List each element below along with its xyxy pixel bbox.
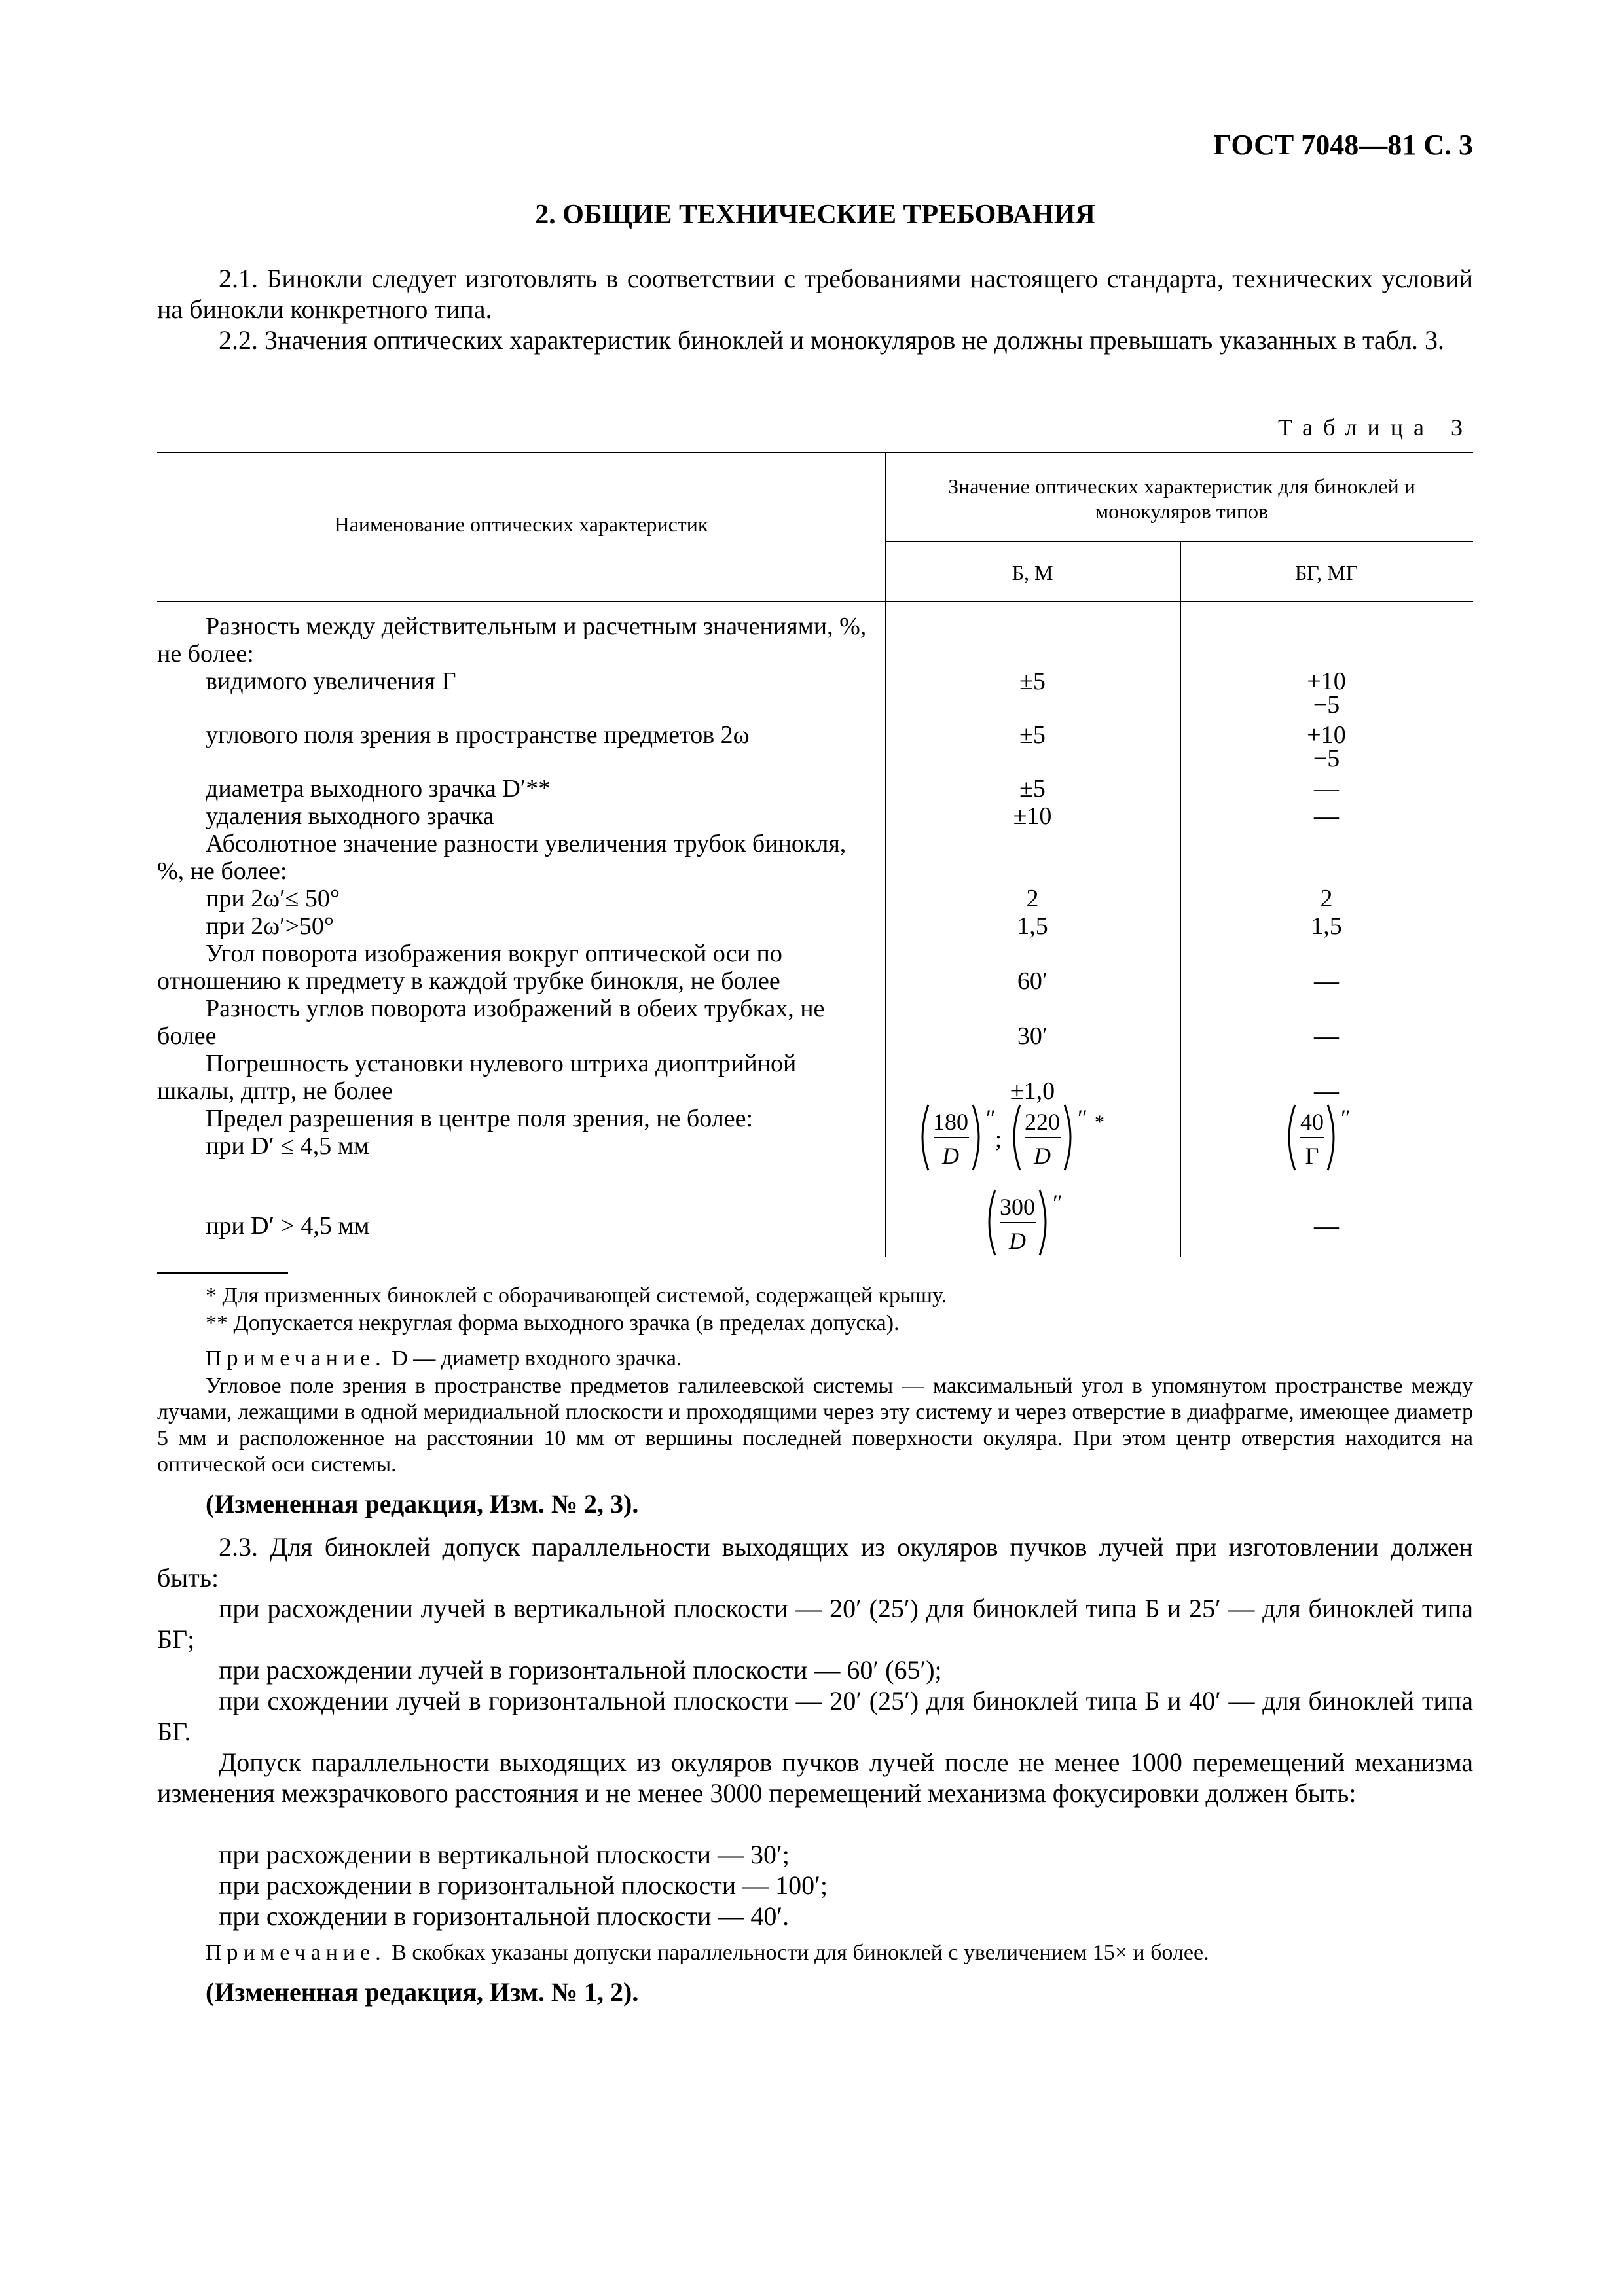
cell-bm: 1,5 xyxy=(1017,912,1048,940)
cell-bm: ±5 xyxy=(1019,668,1046,695)
table-row: удаления выходного зрачка xyxy=(206,802,494,830)
table-note-1: Примечание. D — диаметр входного зрачка. xyxy=(206,1346,682,1371)
list-item: при расхождении в вертикальной плоскости — 30′; xyxy=(219,1840,790,1869)
resolution-formula-bm xyxy=(917,1100,1192,1178)
col-header-name: Наименование оптических характеристик xyxy=(334,512,708,536)
cell-bm: ±5 xyxy=(1019,721,1046,749)
frac2-den: D xyxy=(1034,1143,1051,1169)
cell-bg: 1,5 xyxy=(1311,912,1342,940)
cell-bg: — xyxy=(1314,775,1339,802)
cell-bg: +10 xyxy=(1307,721,1346,749)
cell-bg-minus: −5 xyxy=(1313,691,1340,719)
table-row: Разность углов поворота изображений в обеих трубках, не более xyxy=(157,995,825,1050)
paren-left xyxy=(1014,1105,1020,1170)
table-row: при D′ > 4,5 мм xyxy=(206,1212,370,1240)
cell-bg: 2 xyxy=(1320,885,1333,912)
paragraph-2-3-after: Допуск параллельности выходящих из окуляров пучков лучей после не менее 1000 перемещений механизма изменения межзрачкового расстояния и не менее 3000 перемещений механизма фокусировки должен быть: xyxy=(157,1748,1473,1808)
document-header: ГОСТ 7048—81 С. 3 xyxy=(1213,129,1473,161)
list-item: при расхождении в горизонтальной плоскости — 100′; xyxy=(219,1871,828,1900)
table-row: при D′ ≤ 4,5 мм xyxy=(206,1132,369,1160)
cell-bm: ±1,0 xyxy=(1010,1077,1055,1105)
cell-bm: ±5 xyxy=(1019,775,1046,802)
table-note-2: Угловое поле зрения в пространстве предметов галилеевской системы — максимальный угол в упомянутом пространстве между лучами, лежащими в одной меридиальной плоскости и проходящими через эту систему и через отверстие в диафрагме, имеющее диаметр 5 мм и расположенное на расстоянии 10 мм от вершины последней поверхности окуляра. При этом центр отверстия находится на оптической оси системы. xyxy=(157,1374,1473,1477)
cell-bg: — xyxy=(1314,1022,1339,1050)
table-row: при 2ω′≤ 50° xyxy=(206,885,340,912)
table-row: Погрешность установки нулевого штриха диоптрийной шкалы, дптр, не более xyxy=(157,1050,797,1105)
cell-bm: ±10 xyxy=(1013,802,1052,830)
paragraph-2-2: 2.2. Значения оптических характеристик биноклей и монокуляров не должны превышать указанных в табл. 3. xyxy=(219,325,1445,355)
footnote-2: ** Допускается некруглая форма выходного зрачка (в пределах допуска). xyxy=(206,1311,900,1335)
paren-right xyxy=(1065,1105,1070,1170)
cell-bg: — xyxy=(1314,1077,1339,1105)
list-item: при расхождении лучей в горизонтальной плоскости — 60′ (65′); xyxy=(219,1655,942,1685)
footnote-rule xyxy=(157,1272,288,1274)
table-row: Разность между действительным и расчетным значениями, %, не более: xyxy=(157,613,867,668)
double-prime: ″ xyxy=(1341,1105,1351,1131)
frac2-num: 220 xyxy=(1025,1109,1060,1135)
table-row: углового поля зрения в пространстве предметов 2ω xyxy=(206,721,750,749)
cell-bg: — xyxy=(1314,967,1339,995)
paragraph-2-3: 2.3. Для биноклей допуск параллельности выходящих из окуляров пучков лучей при изготовлении должен быть: xyxy=(157,1532,1473,1592)
cell-bm: 30′ xyxy=(1017,1022,1048,1050)
resolution-formula-bm-2 xyxy=(983,1185,1114,1263)
table-row: при 2ω′>50° xyxy=(206,912,335,940)
frac3-num: 300 xyxy=(1000,1194,1035,1220)
list-item: при схождении в горизонтальной плоскости — 40′. xyxy=(219,1901,790,1931)
frac3-den: D xyxy=(1009,1228,1026,1254)
frac1-num: 180 xyxy=(933,1109,968,1135)
amendment-note-2: (Измененная редакция, Изм. № 1, 2). xyxy=(206,1977,639,2007)
frac-bg-den: Г xyxy=(1305,1143,1319,1169)
amendment-note-1: (Измененная редакция, Изм. № 2, 3). xyxy=(206,1489,639,1518)
cell-bg: — xyxy=(1314,1212,1339,1240)
resolution-formula-bg xyxy=(1283,1100,1414,1178)
separator-semicolon: ; xyxy=(995,1126,1002,1152)
cell-bg: — xyxy=(1314,802,1339,830)
table-row: Предел разрешения в центре поля зрения, не более: xyxy=(206,1105,753,1132)
paren-right xyxy=(1328,1105,1334,1170)
paragraph-2-3-note: Примечание. В скобках указаны допуски параллельности для биноклей с увеличением 15× и более. xyxy=(206,1941,1209,1965)
paragraph-2-1: 2.1. Бинокли следует изготовлять в соответствии с требованиями настоящего стандарта, технических условий на бинокли конкретного типа. xyxy=(157,264,1473,324)
frac-bg-num: 40 xyxy=(1300,1109,1324,1135)
col-header-values: Значение оптических характеристик для биноклей и монокуляров типов xyxy=(948,475,1415,523)
double-prime: ″ xyxy=(1053,1190,1063,1216)
paren-right xyxy=(1040,1190,1046,1255)
double-prime: ″ xyxy=(986,1105,996,1131)
list-item: при схождении лучей в горизонтальной плоскости — 20′ (25′) для биноклей типа Б и 40′ — для биноклей типа БГ. xyxy=(157,1686,1473,1746)
table-header-bottom-rule xyxy=(157,601,1473,602)
asterisk: * xyxy=(1095,1111,1104,1133)
paren-left xyxy=(1289,1105,1295,1170)
col-header-bgmg: БГ, МГ xyxy=(1294,561,1359,584)
table-row: диаметра выходного зрачка D′** xyxy=(206,775,551,802)
table-subheader-rule xyxy=(885,541,1473,542)
table-top-rule xyxy=(157,452,1473,453)
paren-left xyxy=(989,1190,995,1255)
double-prime: ″ xyxy=(1078,1105,1087,1131)
cell-bm: 2 xyxy=(1026,885,1039,912)
frac1-den: D xyxy=(942,1143,959,1169)
paren-right xyxy=(973,1105,979,1170)
table-row: видимого увеличения Г xyxy=(206,668,456,695)
table-caption: Таблица 3 xyxy=(1278,414,1473,440)
cell-bm: 60′ xyxy=(1017,967,1048,995)
list-item: при расхождении лучей в вертикальной плоскости — 20′ (25′) для биноклей типа Б и 25′ — для биноклей типа БГ; xyxy=(157,1594,1473,1654)
table-row: Абсолютное значение разности увеличения трубок бинокля, %, не более: xyxy=(157,830,847,885)
footnote-1: * Для призменных биноклей с оборачивающей системой, содержащей крышу. xyxy=(206,1283,947,1308)
col-header-bm: Б, М xyxy=(1012,561,1053,584)
paren-left xyxy=(922,1105,928,1170)
cell-bg-minus: −5 xyxy=(1313,745,1340,772)
table-row: Угол поворота изображения вокруг оптической оси по отношению к предмету в каждой трубке бинокля, не более xyxy=(157,940,782,995)
cell-bg: +10 xyxy=(1307,668,1346,695)
section-title: 2. ОБЩИЕ ТЕХНИЧЕСКИЕ ТРЕБОВАНИЯ xyxy=(535,200,1095,230)
